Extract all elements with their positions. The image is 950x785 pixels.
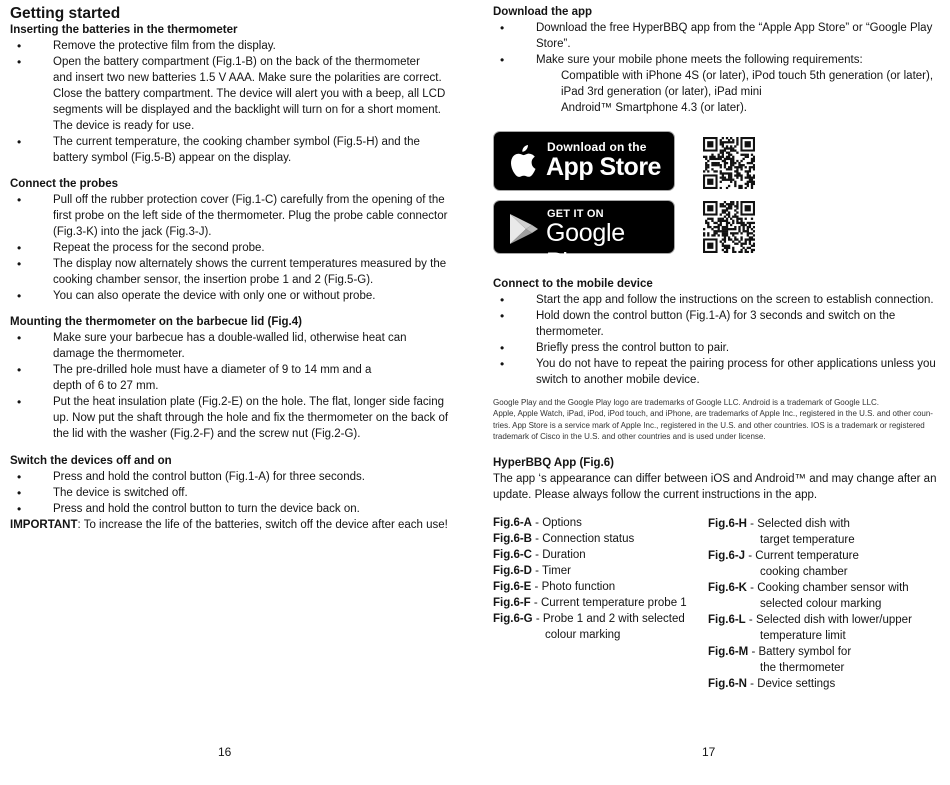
list-item-line: the lid with the washer (Fig.2-F) and the screw nut (Fig.2-G).: [53, 428, 361, 440]
figure-legend-line: [708, 676, 938, 692]
bullet-list: [10, 469, 460, 517]
figure-description: Probe 1 and 2 with selected: [542, 613, 685, 625]
list-item: [10, 240, 460, 256]
figure-legend-item: [493, 579, 703, 595]
bullet-list: [10, 330, 460, 442]
separator: -: [745, 550, 756, 562]
figure-legend-item: [493, 611, 703, 643]
figure-description: Photo function: [541, 581, 616, 593]
figure-code: Fig.6-C: [493, 549, 532, 561]
figure-legend-item: [493, 563, 703, 579]
figure-description: Device settings: [757, 678, 836, 690]
figure-legend-item: [708, 644, 938, 676]
list-item: [10, 192, 460, 240]
figure-description: Current temperature probe 1: [540, 597, 687, 609]
list-item-line: • Download the free HyperBBQ app from the “Apple App Store” or “Google Play: [536, 22, 933, 34]
figure-description: Battery symbol for: [758, 646, 852, 658]
bullet-list: [10, 192, 460, 304]
qr-code-icon: [703, 137, 755, 189]
separator: -: [531, 517, 543, 529]
page-number: 16: [218, 745, 232, 759]
separator: -: [532, 613, 543, 625]
list-item-line: damage the thermometer.: [53, 348, 185, 360]
text-line: Android™ Smartphone 4.3 (or later).: [561, 102, 748, 114]
list-item: [10, 54, 460, 134]
figure-legend-item: [493, 515, 703, 531]
text-line: tries. App Store is a service mark of Apple Inc., registered in the U.S. and other countries. IOS is a trademark or registered: [493, 420, 925, 430]
figure-legend-line: [493, 531, 703, 547]
figure-legend-right: [708, 516, 938, 692]
text-line: iPad 3rd generation (or later), iPad mini: [561, 86, 762, 98]
list-item: [493, 20, 938, 52]
list-item-line: Store”.: [536, 38, 571, 50]
list-item-line: • Briefly press the control button to pair.: [536, 342, 730, 354]
section-heading: Download the app: [493, 6, 593, 18]
text-line: Apple, Apple Watch, iPad, iPod, iPod touch, and iPhone, are trademarks of Apple Inc., registered in the U.S. and other coun-: [493, 409, 933, 419]
figure-legend-line: [708, 580, 938, 596]
section-heading: HyperBBQ App (Fig.6): [493, 457, 614, 469]
figure-legend-left: [493, 515, 703, 643]
figure-legend-line: [493, 563, 703, 579]
list-item-line: battery symbol (Fig.5-B) appear on the display.: [53, 152, 292, 164]
figure-code: Fig.6-M: [708, 646, 749, 658]
page-number: 17: [702, 745, 716, 759]
figure-code: Fig.6-H: [708, 518, 747, 530]
figure-legend-item: [493, 595, 703, 611]
list-item-line: • Press and hold the control button to turn the device back on.: [53, 503, 360, 515]
figure-code: Fig.6-G: [493, 613, 533, 625]
separator: -: [745, 614, 756, 626]
figure-description: Duration: [542, 549, 586, 561]
list-item-line: • Make sure your mobile phone meets the following requirements:: [536, 54, 863, 66]
trademark-notice: [493, 397, 943, 442]
bullet-list: [493, 292, 938, 388]
figure-legend-item: [493, 547, 703, 563]
figure-description-continued: selected colour marking: [760, 598, 882, 610]
figure-legend-item: [708, 580, 938, 612]
list-item: [10, 134, 460, 166]
separator: -: [531, 581, 542, 593]
figure-code: Fig.6-K: [708, 582, 747, 594]
list-item-line: cooking chamber sensor, the insertion probe 1 and 2 (Fig.5-G).: [53, 274, 374, 286]
list-item-line: • Pull off the rubber protection cover (Fig.1-C) carefully from the opening of the: [53, 194, 445, 206]
figure-description: Selected dish with lower/upper: [755, 614, 912, 626]
list-item: [10, 256, 460, 288]
right-page: [483, 0, 950, 785]
list-item-line: first probe on the left side of the thermometer. Plug the probe cable connector: [53, 210, 448, 222]
figure-description-continued: colour marking: [545, 629, 621, 641]
left-page: [0, 0, 460, 785]
figure-description: Cooking chamber sensor with: [757, 582, 909, 594]
figure-description: Selected dish with: [757, 518, 850, 530]
app-store-badge[interactable]: [493, 131, 675, 191]
list-item: [10, 501, 460, 517]
list-item-line: Close the battery compartment. The device will alert you with a beep, all LCD: [53, 88, 446, 100]
list-item: [10, 485, 460, 501]
list-item-line: • The pre-drilled hole must have a diameter of 9 to 14 mm and a: [53, 364, 372, 376]
list-item-line: • The display now alternately shows the current temperatures measured by the: [53, 258, 447, 270]
figure-code: Fig.6-D: [493, 565, 532, 577]
section-batteries: [10, 22, 460, 166]
list-item-line: • Make sure your barbecue has a double-walled lid, otherwise heat can: [53, 332, 407, 344]
list-item-line: • Start the app and follow the instructions on the screen to establish connection.: [536, 294, 934, 306]
list-item-line: up. Now put the shaft through the hole and fix the thermometer on the back of: [53, 412, 449, 424]
text-line: Google Play and the Google Play logo are trademarks of Google LLC. Android is a trademark of Google LLC.: [493, 398, 879, 407]
figure-description: Current temperature: [755, 550, 859, 562]
list-item-line: thermometer.: [536, 326, 604, 338]
figure-legend-line: [493, 611, 703, 627]
list-item-line: • Remove the protective film from the display.: [53, 40, 276, 52]
figure-legend-item: [708, 548, 938, 580]
section-heading: Connect the probes: [10, 178, 118, 190]
figure-description: Timer: [542, 565, 571, 577]
text-line: update. Please always follow the current instructions in the app.: [493, 489, 818, 501]
important-label: IMPORTANT: [10, 519, 78, 531]
figure-description-continued: cooking chamber: [760, 566, 848, 578]
list-item: [10, 330, 460, 362]
figure-legend-line: [493, 595, 703, 611]
list-item: [10, 394, 460, 442]
figure-code: Fig.6-J: [708, 550, 746, 562]
separator: -: [530, 597, 541, 609]
figure-legend-line: [493, 579, 703, 595]
figure-legend-line: [493, 515, 703, 531]
figure-description-continued: the thermometer: [760, 662, 845, 674]
requirements-list: [493, 68, 938, 116]
list-item-line: (Fig.3-K) into the jack (Fig.3-J).: [53, 226, 212, 238]
google-play-badge[interactable]: [493, 200, 675, 276]
list-item-line: • Hold down the control button (Fig.1-A) for 3 seconds and switch on the: [536, 310, 896, 322]
separator: -: [746, 518, 758, 530]
list-item-line: • You can also operate the device with only one or without probe.: [53, 290, 376, 302]
figure-legend-item: [708, 612, 938, 644]
figure-description: Connection status: [542, 533, 635, 545]
list-item-line: and insert two new batteries 1.5 V AAA. Make sure the polarities are correct.: [53, 72, 442, 84]
figure-legend-line: [493, 547, 703, 563]
figure-description: Options: [542, 517, 582, 529]
list-item: [10, 38, 460, 54]
section-download: [493, 4, 938, 116]
section-heading: Connect to the mobile device: [493, 278, 653, 290]
list-item-line: The device is ready for use.: [53, 120, 195, 132]
figure-legend-item: [708, 676, 938, 692]
separator: -: [531, 565, 542, 577]
list-item-line: depth of 6 to 27 mm.: [53, 380, 159, 392]
figure-code: Fig.6-N: [708, 678, 747, 690]
separator: -: [531, 533, 543, 545]
figure-legend-item: [493, 531, 703, 547]
google-play-badge-small-label: GET IT ON: [547, 208, 604, 220]
important-note: [10, 517, 460, 533]
figure-description-continued: temperature limit: [760, 630, 846, 642]
separator: -: [746, 582, 758, 594]
section-heading: Inserting the batteries in the thermometer: [10, 24, 238, 36]
figure-description-continued: target temperature: [760, 534, 855, 546]
apple-logo-icon: [507, 144, 537, 179]
section-probes: [10, 176, 460, 304]
section-heading: Switch the devices off and on: [10, 455, 172, 467]
section-mounting: [10, 314, 460, 442]
list-item: [493, 52, 938, 68]
list-item: [493, 292, 938, 308]
separator: -: [746, 678, 758, 690]
figure-legend-item: [708, 516, 938, 548]
list-item-line: • Repeat the process for the second probe.: [53, 242, 265, 254]
list-item: [10, 288, 460, 304]
section-connect: [493, 276, 938, 388]
list-item-line: segments will be displayed and the backlight will turn on for a short moment.: [53, 104, 442, 116]
page-title: Getting started: [10, 5, 121, 22]
figure-code: Fig.6-E: [493, 581, 532, 593]
list-item: [10, 469, 460, 485]
separator: -: [748, 646, 759, 658]
figure-code: Fig.6-F: [493, 597, 531, 609]
list-item-line: switch to another mobile device.: [536, 374, 700, 386]
figure-legend-line: [708, 548, 938, 564]
list-item-line: • You do not have to repeat the pairing process for other applications unless you: [536, 358, 936, 370]
text-line: The app ‘s appearance can differ between iOS and Android™ and may change after an: [493, 473, 937, 485]
figure-legend-line: [708, 516, 938, 532]
text-line: trademark of Cisco in the U.S. and other countries and is used under license.: [493, 431, 766, 441]
section-switch: [10, 453, 460, 533]
list-item-line: • Open the battery compartment (Fig.1-B) on the back of the thermometer: [53, 56, 420, 68]
qr-code-icon: [703, 201, 755, 253]
figure-code: Fig.6-A: [493, 517, 532, 529]
figure-legend-line: [708, 612, 938, 628]
list-item: [493, 356, 938, 388]
app-store-badge-small-label: Download on the: [547, 140, 647, 154]
figure-code: Fig.6-L: [708, 614, 746, 626]
list-item: [493, 340, 938, 356]
google-play-qr-code: [703, 201, 755, 253]
text-line: Compatible with iPhone 4S (or later), iPod touch 5th generation (or later),: [561, 70, 934, 82]
list-item-line: • Press and hold the control button (Fig.1-A) for three seconds.: [53, 471, 365, 483]
app-intro: [493, 471, 943, 503]
bullet-list: [493, 20, 938, 68]
play-triangle-icon: [506, 212, 540, 246]
list-item: [493, 308, 938, 340]
separator: -: [531, 549, 543, 561]
google-play-badge-label: Google Play: [546, 219, 625, 276]
figure-code: Fig.6-B: [493, 533, 532, 545]
app-store-badge-label: App Store: [546, 153, 661, 181]
app-store-qr-code: [703, 137, 755, 189]
section-heading: Mounting the thermometer on the barbecue lid (Fig.4): [10, 316, 302, 328]
bullet-list: [10, 38, 460, 166]
list-item-line: • The device is switched off.: [53, 487, 188, 499]
list-item-line: • The current temperature, the cooking chamber symbol (Fig.5-H) and the: [53, 136, 420, 148]
list-item: [10, 362, 460, 394]
section-app: [493, 455, 943, 503]
list-item-line: • Put the heat insulation plate (Fig.2-E) on the hole. The flat, longer side facing: [53, 396, 445, 408]
figure-legend-line: [708, 644, 938, 660]
important-text: : To increase the life of the batteries, switch off the device after each use!: [77, 519, 448, 531]
